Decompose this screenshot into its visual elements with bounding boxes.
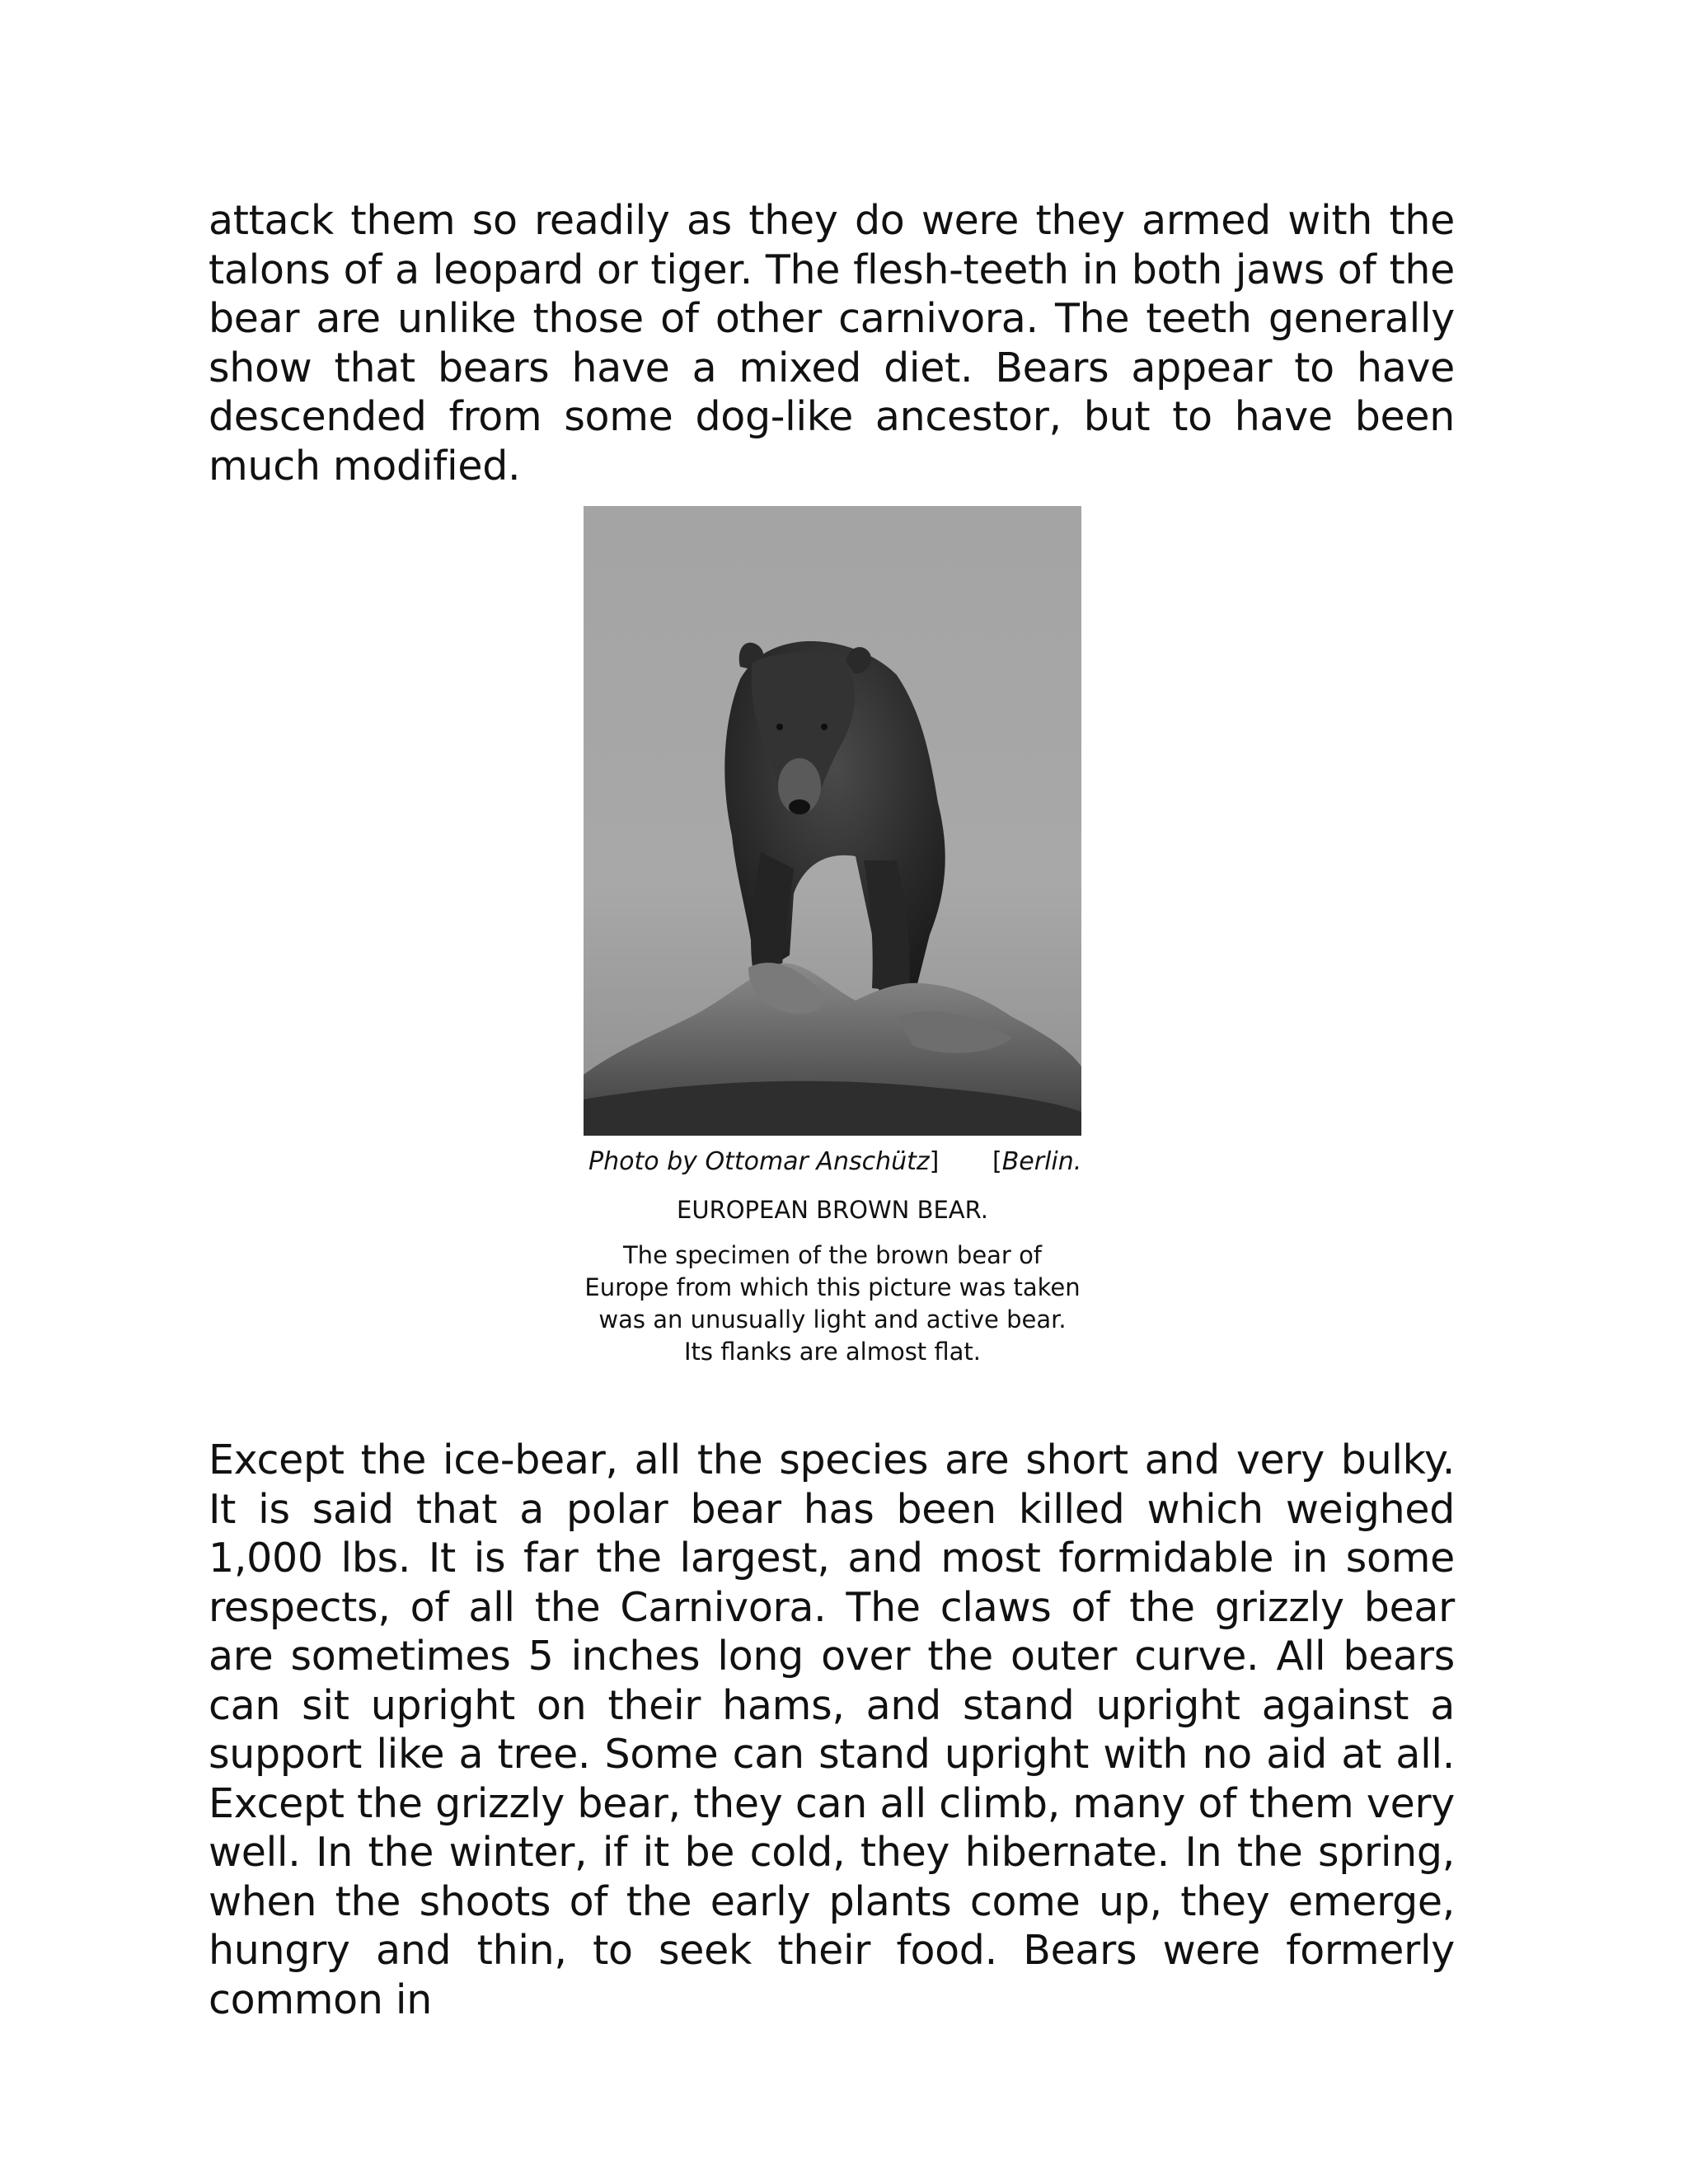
caption-body: The specimen of the brown bear of Europe from which this picture was taken was an unusually light and active bear. Its flanks are almost flat. [584,1241,1081,1366]
credit-photographer [588,1147,939,1177]
credit-place-text: Berlin. [1001,1147,1082,1176]
credit-place [992,1147,1081,1177]
credit-open-bracket: [ [992,1147,1002,1176]
caption-title: EUROPEAN BROWN BEAR. [677,1196,988,1224]
bear-photo [584,506,1081,1136]
credit-close-bracket: ] [929,1147,940,1176]
figure [584,506,1081,1136]
body-paragraph-bottom: Except the ice-bear, all the species are short and very bulky. It is said that a polar bear has been killed which weighed 1,000 lbs. It is far the largest, and most formidable in some respects, of all the Carnivora. The claws of the grizzly bear are sometimes 5 inches long over the outer curve. All bears can sit upright on their hams, and stand upright against a support like a tree. Some can stand upright with no aid at all. Except the grizzly bear, they can all climb, many of them very well. In the winter, if it be cold, they hibernate. In the spring, when the shoots of the early plants come up, they emerge, hungry and thin, to seek their food. Bears were formerly common in [209,1436,1455,2023]
body-paragraph-top: attack them so readily as they do were they armed with the talons of a leopard or tiger. The flesh-teeth in both jaws of the bear are unlike those of other carnivora. The teeth generally show that bears have a mixed diet. Bears appear to have descended from some dog-like ancestor, but to have been much modified. [209,197,1455,490]
credit-photographer-text: Photo by Ottomar Anschütz [588,1147,930,1176]
